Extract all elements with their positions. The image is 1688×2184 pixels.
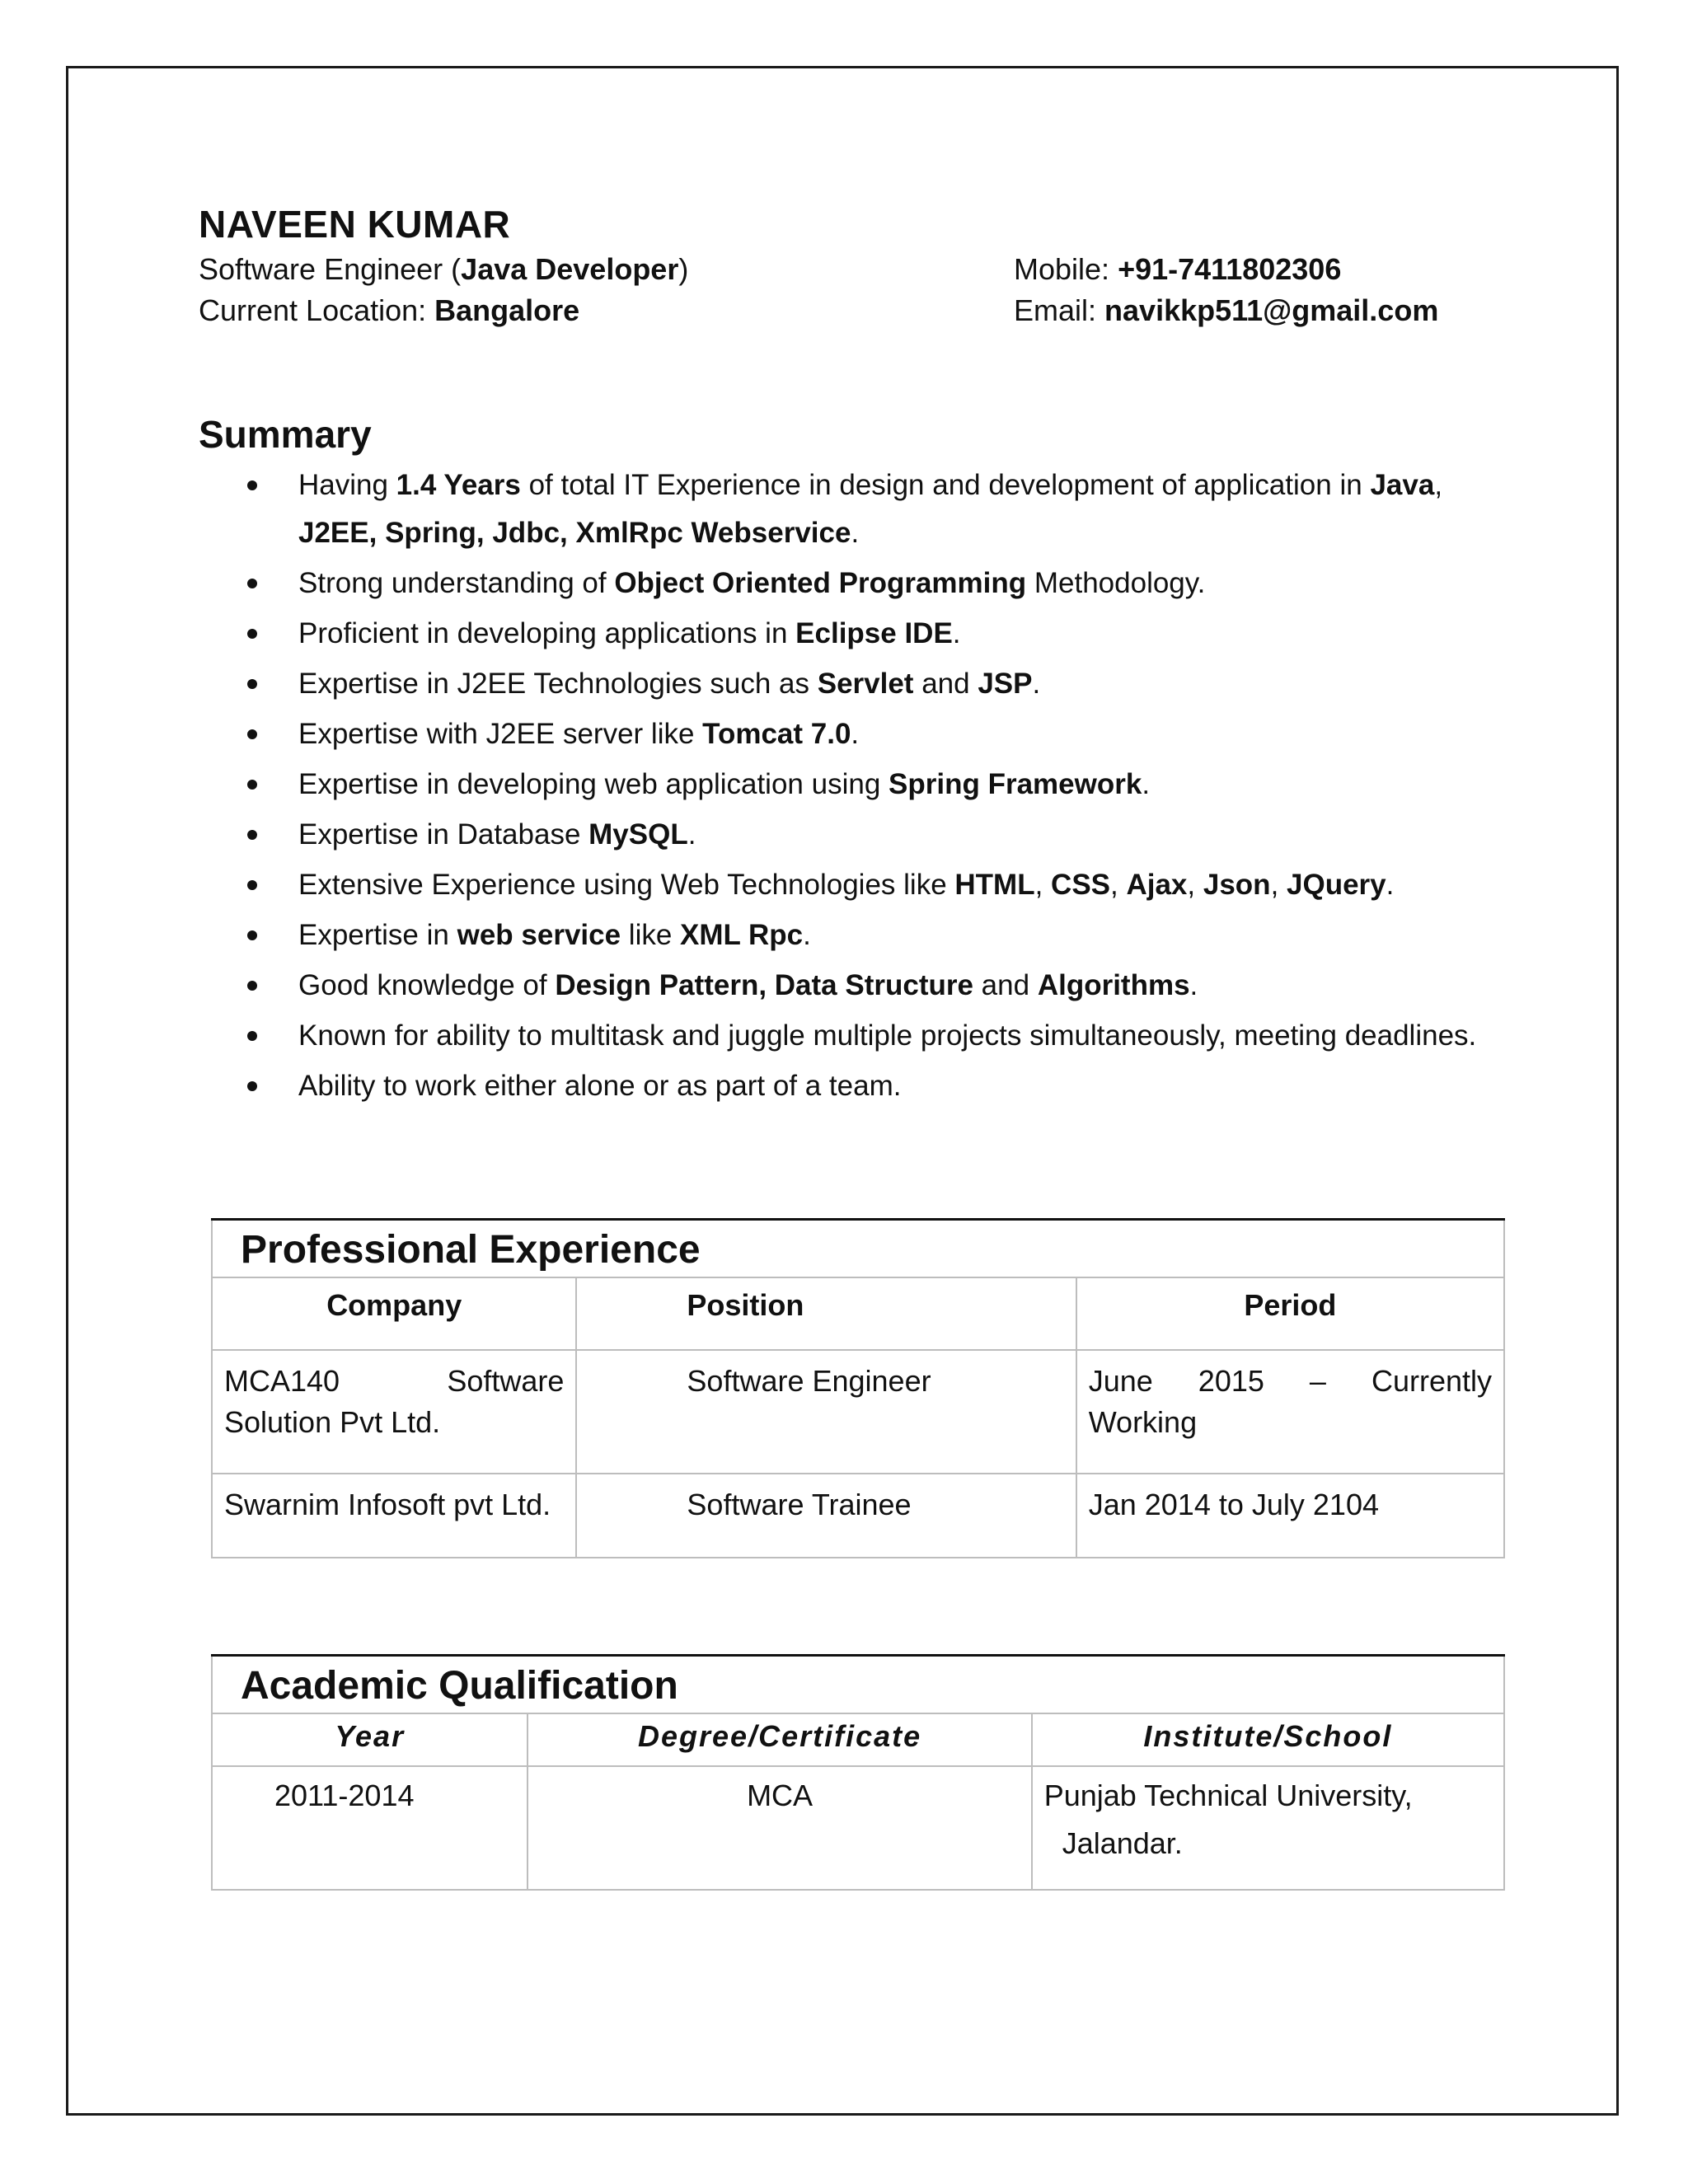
table-row [212, 1474, 1504, 1558]
location-label: Current Location: [199, 293, 435, 327]
position-cell: Software Trainee [576, 1474, 1076, 1558]
period-cell: June 2015 – Currently Working [1076, 1350, 1504, 1474]
bullet-icon [247, 729, 257, 739]
summary-keyword: JQuery [1287, 869, 1386, 901]
bullet-icon [247, 1081, 257, 1091]
column-header-position: Position [576, 1277, 1076, 1350]
summary-keyword: web service [457, 919, 621, 951]
summary-keyword: Eclipse IDE [795, 617, 953, 649]
mobile-value: +91-7411802306 [1118, 252, 1342, 286]
summary-item [247, 462, 1517, 557]
summary-keyword: Java [1370, 469, 1435, 501]
experience-table [211, 1218, 1505, 1558]
summary-text: . [1189, 969, 1198, 1001]
institute-line: Punjab Technical University, [1043, 1778, 1413, 1812]
summary-keyword: JSP [978, 668, 1033, 700]
academic-table [211, 1654, 1505, 1891]
email [1014, 290, 1438, 331]
summary-text: and [973, 969, 1038, 1001]
summary-keyword: Tomcat 7.0 [702, 718, 851, 750]
summary-keyword: Design Pattern, Data Structure [555, 969, 973, 1001]
bullet-icon [247, 780, 257, 790]
summary-keyword: HTML [954, 869, 1035, 901]
summary-keyword: 1.4 Years [396, 469, 521, 501]
summary-keyword: Json [1203, 869, 1271, 901]
summary-text: , [1110, 869, 1127, 901]
summary-item [247, 1012, 1517, 1060]
summary-keyword: Servlet [817, 668, 914, 700]
period-cell: Jan 2014 to July 2104 [1076, 1474, 1504, 1558]
summary-text: . [1142, 768, 1151, 800]
institute-cell [1032, 1766, 1504, 1890]
job-title [199, 249, 688, 290]
bullet-icon [247, 981, 257, 991]
bullet-icon [247, 629, 257, 639]
column-header-institute: Institute/School [1032, 1713, 1504, 1766]
experience-heading: Professional Experience [212, 1220, 1504, 1277]
summary-item [247, 761, 1517, 808]
email-value: navikkp511@gmail.com [1104, 293, 1439, 327]
summary-text: Expertise in developing web application using [298, 768, 889, 800]
summary-text: , [1270, 869, 1287, 901]
column-header-period: Period [1076, 1277, 1504, 1350]
summary-item [247, 811, 1517, 859]
summary-keyword: J2EE, Spring, Jdbc, XmlRpc Webservice [298, 517, 851, 549]
degree-cell: MCA [528, 1766, 1031, 1890]
bullet-icon [247, 480, 257, 490]
summary-keyword: Ajax [1126, 869, 1188, 901]
summary-text: Expertise with J2EE server like [298, 718, 703, 750]
summary-text: of total IT Experience in design and development of application in [520, 469, 1371, 501]
summary-text: Ability to work either alone or as part of a team. [298, 1070, 902, 1102]
year-cell: 2011-2014 [212, 1766, 528, 1890]
summary-text: Expertise in J2EE Technologies such as [298, 668, 818, 700]
summary-item [247, 1062, 1517, 1110]
summary-text: and [913, 668, 978, 700]
job-title-prefix: Software Engineer ( [199, 252, 462, 286]
summary-text: . [952, 617, 961, 649]
summary-text: , [1187, 869, 1203, 901]
company-cell: MCA140 Software Solution Pvt Ltd. [212, 1350, 576, 1474]
summary-item [247, 660, 1517, 708]
summary-item [247, 861, 1517, 909]
summary-item [247, 610, 1517, 658]
summary-text: Strong understanding of [298, 567, 615, 599]
email-label: Email: [1014, 293, 1105, 327]
mobile-label: Mobile: [1014, 252, 1118, 286]
summary-text: . [851, 718, 860, 750]
location-value: Bangalore [434, 293, 580, 327]
bullet-icon [247, 880, 257, 890]
summary-text: like [621, 919, 681, 951]
position-cell: Software Engineer [576, 1350, 1076, 1474]
bullet-icon [247, 679, 257, 689]
mobile [1014, 249, 1341, 290]
summary-list [247, 462, 1517, 1113]
bullet-icon [247, 579, 257, 588]
summary-text: Methodology. [1026, 567, 1206, 599]
summary-text: . [851, 517, 860, 549]
candidate-name: NAVEEN KUMAR [199, 203, 511, 246]
table-row [212, 1350, 1504, 1474]
table-row [212, 1766, 1504, 1890]
column-header-degree: Degree/Certificate [528, 1713, 1031, 1766]
job-title-suffix: ) [678, 252, 689, 286]
summary-text: Having [298, 469, 396, 501]
summary-heading: Summary [199, 413, 372, 456]
summary-item [247, 710, 1517, 758]
job-title-role: Java Developer [461, 252, 679, 286]
bullet-icon [247, 830, 257, 840]
summary-item [247, 560, 1517, 607]
institute-line: Jalandar. [1062, 1825, 1183, 1860]
summary-text: , [1434, 469, 1443, 501]
summary-text: , [1034, 869, 1052, 901]
summary-text: . [1032, 668, 1041, 700]
column-header-year: Year [212, 1713, 528, 1766]
summary-keyword: MySQL [588, 818, 688, 851]
summary-keyword: Spring Framework [889, 768, 1142, 800]
summary-keyword: CSS [1051, 869, 1111, 901]
summary-keyword: Algorithms [1037, 969, 1190, 1001]
bullet-icon [247, 930, 257, 940]
summary-text: . [803, 919, 811, 951]
summary-text: Known for ability to multitask and juggle multiple projects simultaneously, meeting deadlines. [298, 1019, 1477, 1052]
summary-text: Good knowledge of [298, 969, 556, 1001]
summary-item [247, 912, 1517, 959]
summary-text: . [687, 818, 696, 851]
academic-heading: Academic Qualification [212, 1656, 1504, 1713]
company-cell: Swarnim Infosoft pvt Ltd. [212, 1474, 576, 1558]
summary-text: Expertise in Database [298, 818, 589, 851]
summary-text: . [1386, 869, 1395, 901]
column-header-company: Company [212, 1277, 576, 1350]
summary-item [247, 962, 1517, 1010]
summary-keyword: XML Rpc [680, 919, 804, 951]
current-location [199, 290, 579, 331]
summary-text: Expertise in [298, 919, 457, 951]
bullet-icon [247, 1031, 257, 1041]
summary-keyword: Object Oriented Programming [614, 567, 1027, 599]
summary-text: Extensive Experience using Web Technologies like [298, 869, 955, 901]
summary-text: Proficient in developing applications in [298, 617, 796, 649]
